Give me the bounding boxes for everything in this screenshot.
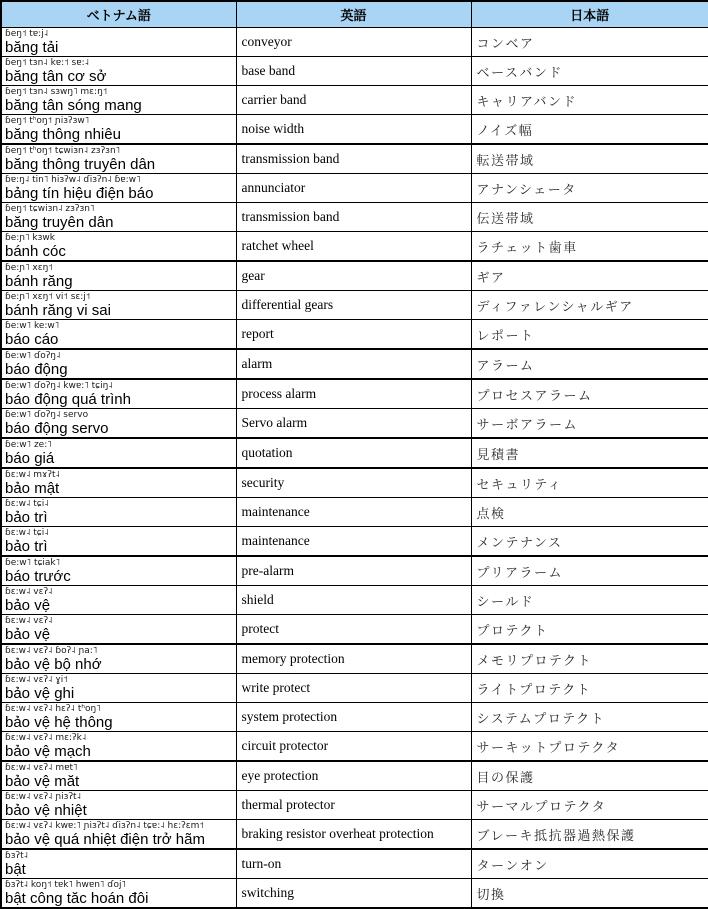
vietnamese-term: bảo trì [5, 509, 48, 526]
english-term: report [236, 320, 471, 350]
english-term: memory protection [236, 644, 471, 674]
pronunciation-text: ɓeŋ˦ tɜn˨ sɜwŋ˥ mɛ:ŋ˦ [5, 87, 108, 97]
table-row [1, 291, 708, 320]
pronunciation-text: ɓɛ:w˨ vɛʔ˨ mɛ:ʔk˨ [5, 733, 87, 743]
english-term: turn-on [236, 849, 471, 879]
pronunciation-text: ɓeŋ˦ tʰoŋ˦ tɕwiɜn˨ zɜʔɜn˥ [5, 146, 121, 156]
pronunciation-text: ɓɛ:w˨ vɛʔ˨ mɐt˥ [5, 763, 78, 773]
vietnamese-term: băng thông nhiêu [5, 126, 121, 143]
pronunciation-text: ɓeŋ˦ tɕwiɜn˨ zɜʔɜn˥ [5, 204, 95, 214]
vietnamese-term: bảo vệ hệ thông [5, 714, 113, 731]
vietnamese-cell [1, 349, 236, 379]
japanese-term: サーキットプロテクタ [471, 732, 708, 762]
vietnamese-term: bảo vệ quá nhiệt điện trở hãm [5, 831, 205, 848]
vietnamese-cell [1, 320, 236, 350]
table-header [1, 1, 708, 28]
pronunciation-text: ɓɐ:ŋ˨ tin˥ hiɜʔw˨ ɗiɜʔn˨ ɓɐ:w˥ [5, 175, 141, 185]
japanese-term: キャリアバンド [471, 86, 708, 115]
pronunciation-text: ɓɛ:w˨ vɛʔ˨ [5, 616, 53, 626]
table-row [1, 409, 708, 439]
vietnamese-cell [1, 409, 236, 439]
vietnamese-cell [1, 791, 236, 820]
english-term: carrier band [236, 86, 471, 115]
vietnamese-term: băng tải [5, 39, 59, 56]
table-row [1, 144, 708, 174]
english-term: process alarm [236, 379, 471, 409]
english-term: quotation [236, 438, 471, 468]
english-term: thermal protector [236, 791, 471, 820]
vietnamese-term: bảo vệ [5, 626, 51, 643]
table-row [1, 703, 708, 732]
table-row [1, 57, 708, 86]
english-term: differential gears [236, 291, 471, 320]
vietnamese-term: bảo vệ mạch [5, 743, 91, 760]
english-term: eye protection [236, 761, 471, 791]
vietnamese-cell [1, 674, 236, 703]
vietnamese-cell [1, 761, 236, 791]
japanese-term: プロテクト [471, 615, 708, 645]
english-term: ratchet wheel [236, 232, 471, 262]
japanese-term: サーマルプロテクタ [471, 791, 708, 820]
table-row [1, 791, 708, 820]
vietnamese-cell [1, 820, 236, 850]
pronunciation-text: ɓe:w˥ ze:˥ [5, 440, 52, 450]
vietnamese-term: bảng tín hiệu điện báo [5, 185, 154, 202]
vietnamese-term: bánh răng [5, 273, 73, 290]
vietnamese-cell [1, 261, 236, 291]
vietnamese-cell [1, 556, 236, 586]
table-row [1, 349, 708, 379]
table-row [1, 115, 708, 145]
vietnamese-term: bảo mật [5, 480, 60, 497]
pronunciation-text: ɓɛ:w˨ vɛʔ˨ kwɐ:˥ ɲiɜʔt˨ ɗiɜʔn˨ tɕɐ:˨ hɛ:ʔɛm˦ [5, 821, 204, 831]
header-english: 英語 [236, 1, 471, 28]
header-japanese: 日本語 [471, 1, 708, 28]
pronunciation-text: ɓɜʔt˨ koŋ˦ tɐk˥ hwɐn˥ ɗoj˥ [5, 880, 126, 890]
english-term: braking resistor overheat protection [236, 820, 471, 850]
table-row [1, 203, 708, 232]
vietnamese-term: băng tân cơ sở [5, 68, 107, 85]
vietnamese-term: băng truyên dân [5, 214, 114, 231]
english-term: noise width [236, 115, 471, 145]
vietnamese-cell [1, 144, 236, 174]
vietnamese-term: bảo vệ nhiệt [5, 802, 87, 819]
vietnamese-term: báo động servo [5, 420, 109, 437]
japanese-term: ベースバンド [471, 57, 708, 86]
table-row [1, 527, 708, 557]
vietnamese-term: bánh cóc [5, 243, 66, 260]
vietnamese-cell [1, 644, 236, 674]
pronunciation-text: ɓɛ:w˨ vɛʔ˨ ɲiɜʔt˨ [5, 792, 82, 802]
vietnamese-term: bánh răng vi sai [5, 302, 111, 319]
vietnamese-cell [1, 86, 236, 115]
japanese-term: プリアラーム [471, 556, 708, 586]
pronunciation-text: ɓɛ:w˨ vɛʔ˨ ɣi˦ [5, 675, 68, 685]
vietnamese-term: báo động [5, 361, 68, 378]
japanese-term: ギア [471, 261, 708, 291]
vietnamese-cell [1, 703, 236, 732]
table-row [1, 732, 708, 762]
japanese-term: ライトプロテクト [471, 674, 708, 703]
english-term: maintenance [236, 498, 471, 527]
pronunciation-text: ɓe:w˥ ɗoʔŋ˨ [5, 351, 61, 361]
table-row [1, 28, 708, 57]
english-term: transmission band [236, 144, 471, 174]
vietnamese-cell [1, 291, 236, 320]
table-row [1, 849, 708, 879]
japanese-term: セキュリティ [471, 468, 708, 498]
vietnamese-term: bảo vệ ghi [5, 685, 75, 702]
english-term: alarm [236, 349, 471, 379]
vietnamese-cell [1, 468, 236, 498]
english-term: shield [236, 586, 471, 615]
english-term: Servo alarm [236, 409, 471, 439]
vietnamese-term: băng thông truyên dân [5, 156, 156, 173]
pronunciation-text: ɓe:ɲ˥ xɛŋ˦ [5, 263, 53, 273]
japanese-term: レポート [471, 320, 708, 350]
pronunciation-text: ɓe:w˥ ɗoʔŋ˨ servo [5, 410, 89, 420]
header-vietnamese: ベトナム語 [1, 1, 236, 28]
japanese-term: シールド [471, 586, 708, 615]
english-term: gear [236, 261, 471, 291]
vietnamese-term: báo động quá trình [5, 391, 131, 408]
table-row [1, 320, 708, 350]
english-term: transmission band [236, 203, 471, 232]
japanese-term: ブレーキ抵抗器過熱保護 [471, 820, 708, 850]
pronunciation-text: ɓe:ɲ˥ xɛŋ˦ vi˦ sɛ:j˦ [5, 292, 91, 302]
japanese-term: サーボアラーム [471, 409, 708, 439]
vietnamese-term: bảo vệ bộ nhớ [5, 656, 102, 673]
english-term: write protect [236, 674, 471, 703]
vietnamese-cell [1, 28, 236, 57]
vietnamese-cell [1, 203, 236, 232]
table-row [1, 232, 708, 262]
english-term: protect [236, 615, 471, 645]
table-row [1, 379, 708, 409]
japanese-term: プロセスアラーム [471, 379, 708, 409]
pronunciation-text: ɓɜʔt˨ [5, 851, 29, 861]
table-row [1, 261, 708, 291]
japanese-term: ターンオン [471, 849, 708, 879]
pronunciation-text: ɓɛ:w˨ vɛʔ˨ hɛʔ˨ tʰoŋ˥ [5, 704, 101, 714]
vietnamese-term: báo trước [5, 568, 71, 585]
table-body [1, 28, 708, 909]
pronunciation-text: ɓe:ɲ˥ kɜwk [5, 233, 55, 243]
english-term: security [236, 468, 471, 498]
japanese-term: ノイズ幅 [471, 115, 708, 145]
pronunciation-text: ɓeŋ˦ tɜn˨ kɐ:˦ sɐ:˨ [5, 58, 90, 68]
table-row [1, 438, 708, 468]
japanese-term: アラーム [471, 349, 708, 379]
table-row [1, 674, 708, 703]
english-term: pre-alarm [236, 556, 471, 586]
vietnamese-cell [1, 57, 236, 86]
japanese-term: ディファレンシャルギア [471, 291, 708, 320]
japanese-term: ラチェット歯車 [471, 232, 708, 262]
vietnamese-cell [1, 115, 236, 145]
japanese-term: 目の保護 [471, 761, 708, 791]
vietnamese-cell [1, 879, 236, 909]
table-row [1, 879, 708, 909]
vietnamese-cell [1, 232, 236, 262]
vietnamese-term: bảo vệ măt [5, 773, 80, 790]
pronunciation-text: ɓe:w˥ ke:w˥ [5, 321, 60, 331]
pronunciation-text: ɓɛ:w˨ vɛʔ˨ ɓoʔ˨ ɲa:˥ [5, 646, 98, 656]
vietnamese-cell [1, 174, 236, 203]
table-row [1, 820, 708, 850]
table-row [1, 498, 708, 527]
table-row [1, 644, 708, 674]
table-row [1, 586, 708, 615]
japanese-term: 見積書 [471, 438, 708, 468]
pronunciation-text: ɓɛ:w˨ mɤʔt˨ [5, 470, 60, 480]
pronunciation-text: ɓeŋ˦ tʰoŋ˦ ɲiɜʔɜw˥ [5, 116, 90, 126]
japanese-term: メンテナンス [471, 527, 708, 557]
vietnamese-cell [1, 615, 236, 645]
pronunciation-text: ɓe:w˥ tɕiak˥ [5, 558, 61, 568]
pronunciation-text: ɓɛ:w˨ vɛʔ˨ [5, 587, 53, 597]
english-term: circuit protector [236, 732, 471, 762]
vietnamese-term: báo cáo [5, 331, 59, 348]
japanese-term: システムプロテクト [471, 703, 708, 732]
vietnamese-term: bảo trì [5, 538, 48, 555]
vietnamese-cell [1, 586, 236, 615]
japanese-term: 切換 [471, 879, 708, 909]
table-row [1, 556, 708, 586]
japanese-term: コンベア [471, 28, 708, 57]
pronunciation-text: ɓeŋ˦ tɐ:j˨ [5, 29, 49, 39]
japanese-term: アナンシェータ [471, 174, 708, 203]
english-term: conveyor [236, 28, 471, 57]
table-row [1, 615, 708, 645]
english-term: switching [236, 879, 471, 909]
vietnamese-cell [1, 438, 236, 468]
vietnamese-term: báo giá [5, 450, 55, 467]
english-term: annunciator [236, 174, 471, 203]
table-row [1, 86, 708, 115]
pronunciation-text: ɓe:w˥ ɗoʔŋ˨ kwɐ:˥ tɕiŋ˨ [5, 381, 113, 391]
english-term: system protection [236, 703, 471, 732]
vietnamese-cell [1, 379, 236, 409]
japanese-term: 転送帯域 [471, 144, 708, 174]
japanese-term: 点検 [471, 498, 708, 527]
vietnamese-cell [1, 732, 236, 762]
vietnamese-cell [1, 527, 236, 557]
english-term: maintenance [236, 527, 471, 557]
table-row [1, 468, 708, 498]
vietnamese-cell [1, 849, 236, 879]
vietnamese-term: bảo vệ [5, 597, 51, 614]
vietnamese-cell [1, 498, 236, 527]
japanese-term: 伝送帯域 [471, 203, 708, 232]
table-row [1, 761, 708, 791]
english-term: base band [236, 57, 471, 86]
vietnamese-term: băng tân sóng mang [5, 97, 142, 114]
table-row [1, 174, 708, 203]
vietnamese-term: bật [5, 861, 26, 878]
pronunciation-text: ɓɛ:w˨ tɕi˨ [5, 528, 49, 538]
vietnamese-term: bật công tăc hoán đôi [5, 890, 149, 907]
japanese-term: メモリプロテクト [471, 644, 708, 674]
pronunciation-text: ɓɛ:w˨ tɕi˨ [5, 499, 49, 509]
